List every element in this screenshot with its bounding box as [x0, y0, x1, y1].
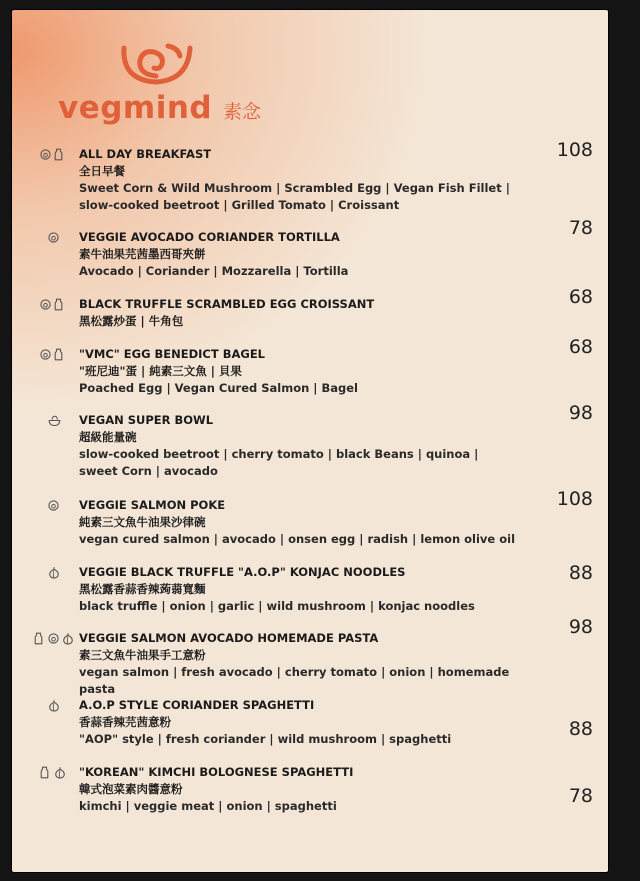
dietary-icons [48, 699, 59, 712]
item-price: 78 [568, 217, 593, 239]
item-name: VEGGIE BLACK TRUFFLE "A.O.P" KONJAC NOODLES [79, 565, 406, 579]
item-description: Poached Egg | Vegan Cured Salmon | Bagel [79, 381, 359, 395]
item-name-cn: 素牛油果芫茜墨西哥夾餅 [79, 247, 206, 261]
dietary-icons [40, 766, 65, 779]
item-name-cn: 黑松露炒蛋 | 牛角包 [79, 314, 184, 328]
garlic-icon [48, 566, 59, 579]
item-price: 98 [568, 402, 593, 424]
item-name: A.O.P STYLE CORIANDER SPAGHETTI [79, 698, 315, 712]
item-name: ALL DAY BREAKFAST [79, 147, 212, 161]
dietary-icons [40, 298, 65, 311]
egg-icon [48, 231, 59, 244]
item-name-cn: 純素三文魚牛油果沙律碗 [79, 515, 206, 529]
dietary-icons [48, 499, 59, 512]
item-description: kimchi | veggie meat | onion | spaghetti [79, 799, 337, 813]
item-price: 88 [568, 562, 593, 584]
item-price: 68 [568, 336, 593, 358]
item-description: Avocado | Coriander | Mozzarella | Tortilla [79, 264, 349, 278]
item-description: vegan cured salmon | avocado | onsen egg | radish | lemon olive oil [79, 532, 516, 546]
egg-icon [40, 148, 51, 161]
item-name-cn: 韓式泡菜素肉醬意粉 [79, 782, 183, 796]
dietary-icons [48, 414, 59, 427]
garlic-icon [54, 766, 65, 779]
item-description: black truffle | onion | garlic | wild mushroom | konjac noodles [79, 599, 475, 613]
milk-icon [34, 632, 45, 645]
bowl-icon [48, 414, 59, 427]
item-price: 88 [568, 718, 593, 740]
item-price: 108 [556, 139, 593, 161]
dietary-icons [34, 632, 73, 645]
milk-icon [54, 148, 65, 161]
item-name: VEGGIE SALMON AVOCADO HOMEMADE PASTA [79, 631, 379, 645]
dietary-icons [40, 348, 65, 361]
item-description: Sweet Corn & Wild Mushroom | Scrambled Egg | Vegan Fish Fillet | slow-cooked beetroot | Grilled Tomato | Croissant [79, 181, 510, 212]
item-description: "AOP" style | fresh coriander | wild mushroom | spaghetti [79, 732, 452, 746]
milk-icon [40, 766, 51, 779]
item-name: BLACK TRUFFLE SCRAMBLED EGG CROISSANT [79, 297, 375, 311]
item-name-cn: 超級能量碗 [79, 430, 137, 444]
item-name-cn: 黑松露香蒜香辣蒟蒻寬麵 [79, 582, 206, 596]
item-name-cn: 素三文魚牛油果手工意粉 [79, 648, 206, 662]
item-price: 78 [568, 785, 593, 807]
item-price: 68 [568, 286, 593, 308]
vegmind-logo-icon [116, 42, 196, 88]
egg-icon [40, 298, 51, 311]
menu-page [12, 10, 608, 872]
item-name-cn: "班尼迪"蛋 | 純素三文魚 | 貝果 [79, 364, 242, 378]
egg-icon [48, 632, 59, 645]
item-description: vegan salmon | fresh avocado | cherry tomato | onion | homemade pasta [79, 665, 510, 696]
item-name: "VMC" EGG BENEDICT BAGEL [79, 347, 266, 361]
item-name: VEGGIE AVOCADO CORIANDER TORTILLA [79, 230, 340, 244]
dietary-icons [48, 566, 59, 579]
item-name-cn: 香蒜香辣芫茜意粉 [79, 715, 171, 729]
item-description: slow-cooked beetroot | cherry tomato | black Beans | quinoa | sweet Corn | avocado [79, 447, 479, 478]
egg-icon [40, 348, 51, 361]
egg-icon [48, 499, 59, 512]
milk-icon [54, 298, 65, 311]
dietary-icons [48, 231, 59, 244]
item-price: 108 [556, 488, 593, 510]
item-name-cn: 全日早餐 [79, 164, 125, 178]
garlic-icon [48, 699, 59, 712]
brand-name: vegmind [58, 90, 213, 126]
milk-icon [54, 348, 65, 361]
item-name: VEGAN SUPER BOWL [79, 413, 214, 427]
logo [58, 40, 262, 140]
dietary-icons [40, 148, 65, 161]
item-name: "KOREAN" KIMCHI BOLOGNESE SPAGHETTI [79, 765, 354, 779]
item-name: VEGGIE SALMON POKE [79, 498, 226, 512]
brand-name-cn: 素念 [223, 101, 262, 123]
item-price: 98 [568, 616, 593, 638]
garlic-icon [62, 632, 73, 645]
